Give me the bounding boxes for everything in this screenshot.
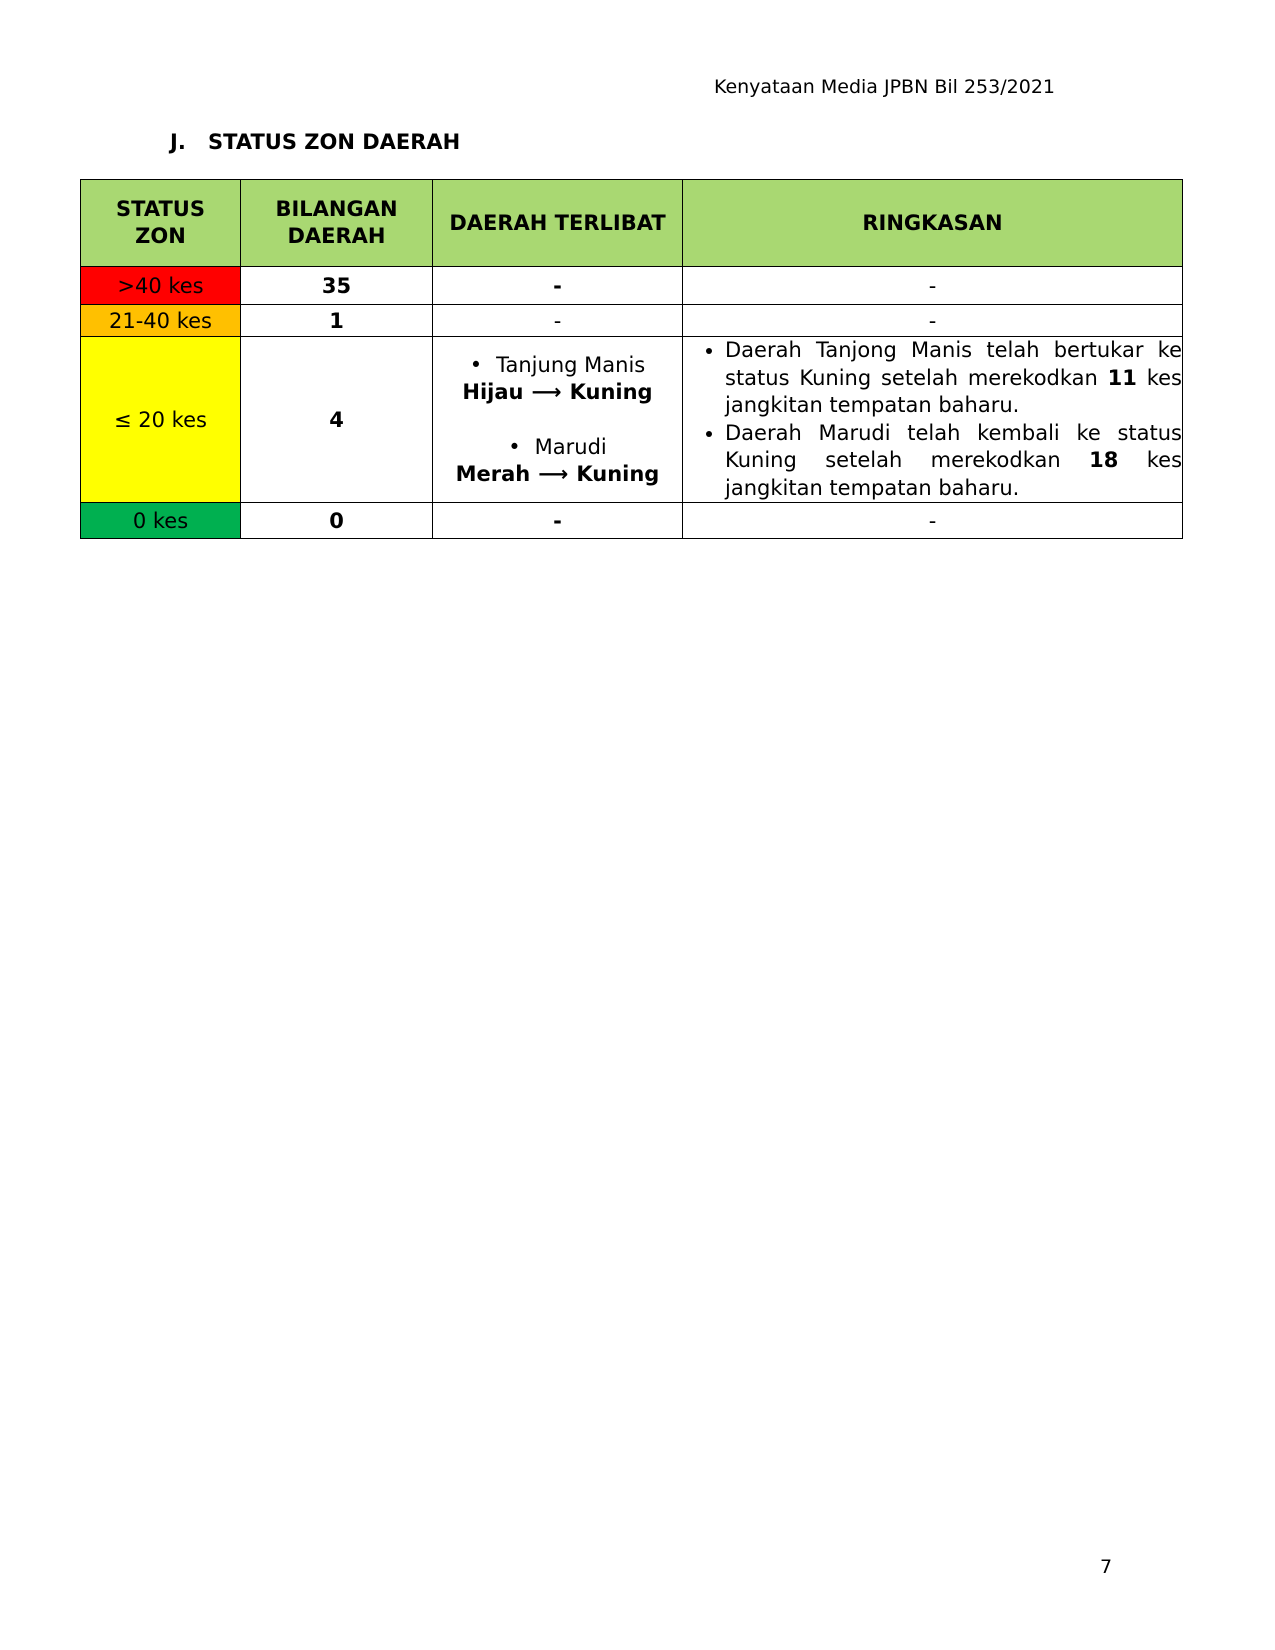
zone-status-table [80, 179, 1183, 539]
table-row [81, 267, 1183, 305]
count-cell: 35 [241, 267, 433, 305]
zone-transition [433, 379, 682, 406]
section-title: STATUS ZON DAERAH [208, 130, 461, 154]
page-number: 7 [1100, 1556, 1113, 1578]
table-header-row [81, 180, 1183, 267]
zone-from: Merah [455, 461, 531, 486]
header-bilangan-daerah: BILANGAN DAERAH [241, 180, 433, 267]
section-letter: J. [170, 130, 186, 154]
status-cell: 21-40 kes [81, 305, 241, 337]
summary-item: • Daerah Tanjong Manis telah bertukar ke status Kuning setelah merekodkan 11 kes jangkitan tempatan baharu. [725, 337, 1182, 420]
header-ringkasan: RINGKASAN [683, 180, 1183, 267]
arrow-right-icon: ⟶ [531, 379, 562, 404]
document-reference: Kenyataan Media JPBN Bil 253/2021 [713, 76, 1055, 98]
district-change [433, 352, 682, 406]
table-row [81, 503, 1183, 539]
count-cell: 1 [241, 305, 433, 337]
zone-to: Kuning [569, 379, 653, 404]
status-cell: >40 kes [81, 267, 241, 305]
summary-list [683, 337, 1182, 502]
count-cell: 0 [241, 503, 433, 539]
zone-transition [433, 461, 682, 488]
zone-from: Hijau [462, 379, 524, 404]
table-row [81, 305, 1183, 337]
table-row [81, 337, 1183, 503]
header-daerah-terlibat: DAERAH TERLIBAT [433, 180, 683, 267]
count-cell: 4 [241, 337, 433, 503]
header-status-zon: STATUS ZON [81, 180, 241, 267]
status-cell: ≤ 20 kes [81, 337, 241, 503]
summary-cell: - [683, 305, 1183, 337]
section-heading [170, 130, 460, 154]
districts-cell [433, 337, 683, 503]
zone-to: Kuning [576, 461, 660, 486]
district-change [433, 434, 682, 488]
summary-item: • Daerah Marudi telah kembali ke status Kuning setelah merekodkan 18 kes jangkitan tempatan baharu. [725, 420, 1182, 503]
summary-cell [683, 337, 1183, 503]
districts-cell: - [433, 267, 683, 305]
summary-cell: - [683, 503, 1183, 539]
arrow-right-icon: ⟶ [538, 461, 569, 486]
district-name: • Marudi [433, 434, 682, 461]
districts-cell: - [433, 503, 683, 539]
status-cell: 0 kes [81, 503, 241, 539]
summary-cell: - [683, 267, 1183, 305]
districts-cell: - [433, 305, 683, 337]
district-name: • Tanjung Manis [433, 352, 682, 379]
